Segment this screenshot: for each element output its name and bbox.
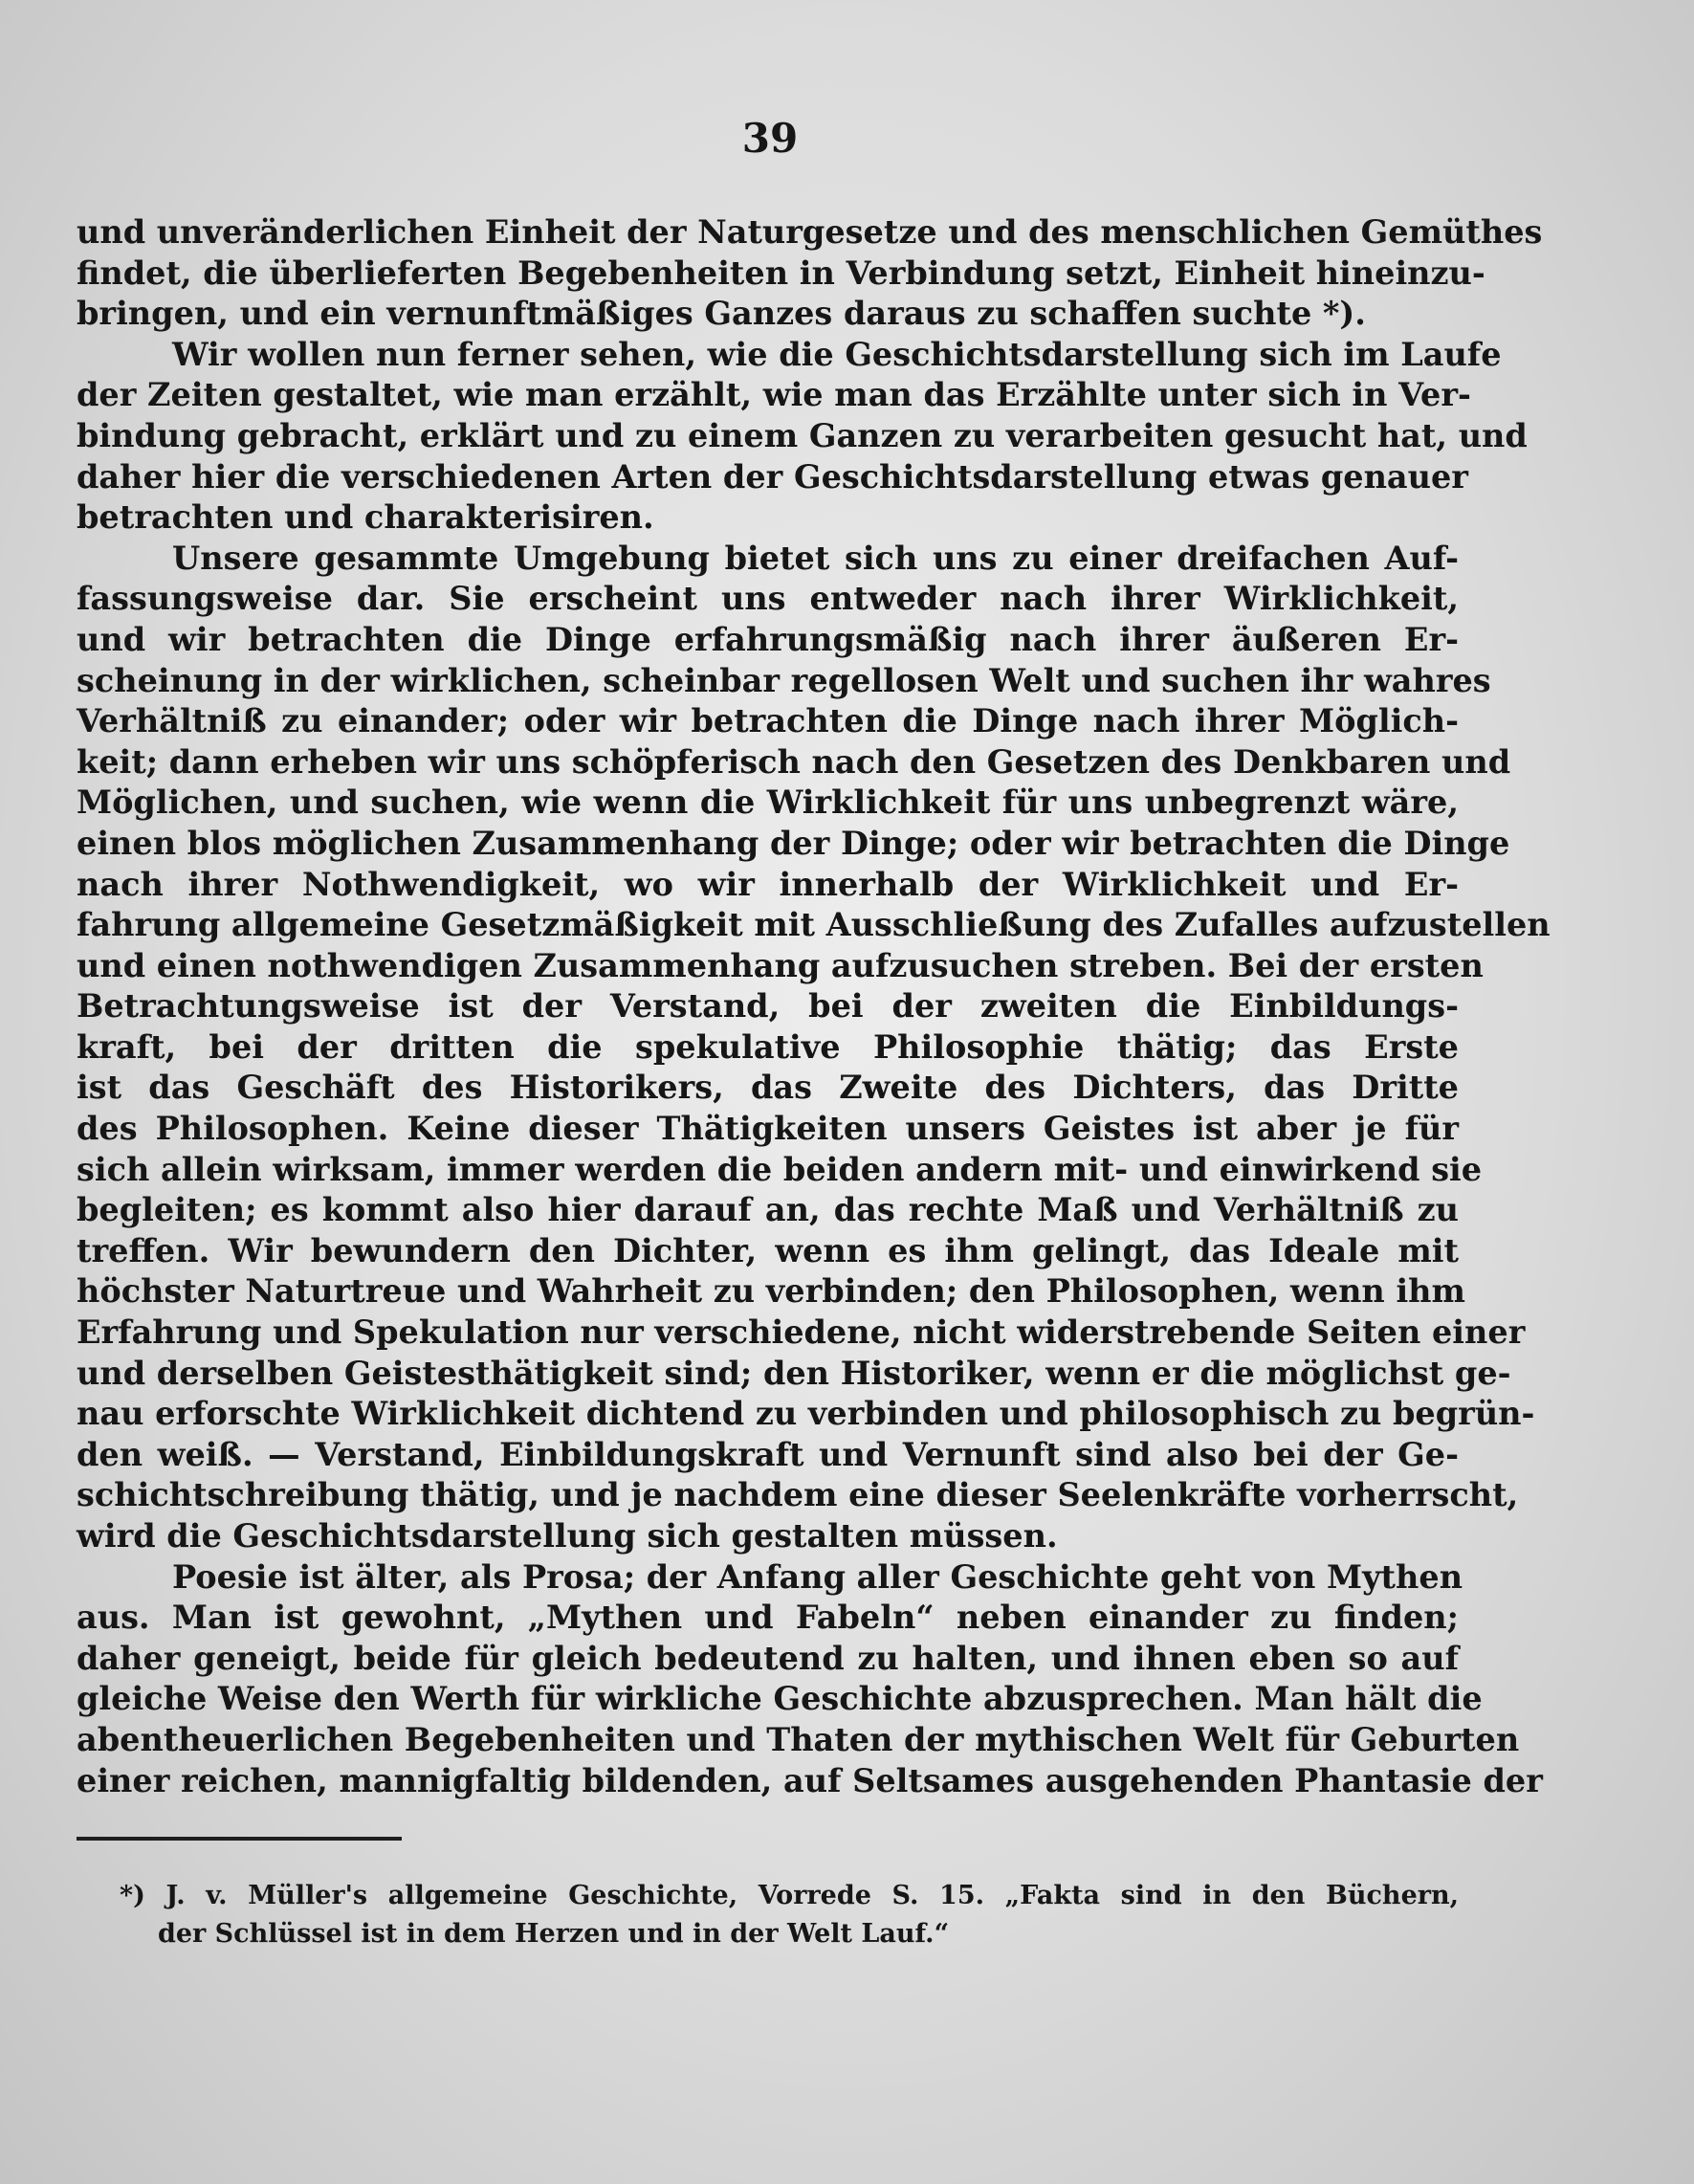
text-line: findet, die überlieferten Begebenheiten in Verbindung setzt, Einheit hineinzu-: [77, 254, 1485, 292]
footnote: [120, 1877, 1459, 1953]
text-line: der Zeiten gestaltet, wie man erzählt, wie man das Erzählte unter sich in Ver-: [77, 376, 1471, 414]
text-line: Wir wollen nun ferner sehen, wie die Geschichtsdarstellung sich im Laufe: [172, 335, 1502, 373]
text-line: bindung gebracht, erklärt und zu einem Ganzen zu verarbeiten gesucht hat, und: [77, 416, 1528, 454]
text-line: daher hier die verschiedenen Arten der Geschichtsdarstellung etwas genauer: [77, 457, 1468, 496]
text-line: des Philosophen. Keine dieser Thätigkeiten unsers Geistes ist aber je für: [77, 1110, 1459, 1148]
text-line: keit; dann erheben wir uns schöpferisch nach den Gesetzen des Denkbaren und: [77, 742, 1511, 781]
text-line: einer reichen, mannigfaltig bildenden, auf Seltsames ausgehenden Phantasie der: [77, 1761, 1543, 1799]
text-line: nau erforschte Wirklichkeit dichtend zu verbinden und philosophisch zu begrün-: [77, 1395, 1535, 1433]
footnote-line: der Schlüssel ist in dem Herzen und in der Welt Lauf.“: [158, 1919, 950, 1949]
text-line: begleiten; es kommt also hier darauf an, das rechte Maß und Verhältniß zu: [77, 1191, 1459, 1229]
text-line: sich allein wirksam, immer werden die beiden andern mit- und einwirkend sie: [77, 1150, 1483, 1188]
text-line: kraft, bei der dritten die spekulative Philosophie thätig; das Erste: [77, 1027, 1459, 1066]
text-line: Poesie ist älter, als Prosa; der Anfang aller Geschichte geht von Mythen: [172, 1557, 1463, 1596]
text-line: einen blos möglichen Zusammenhang der Dinge; oder wir betrachten die Dinge: [77, 824, 1510, 862]
text-line: gleiche Weise den Werth für wirkliche Geschichte abzusprechen. Man hält die: [77, 1680, 1483, 1718]
text-line: betrachten und charakterisiren.: [77, 498, 654, 537]
footnote-divider: [77, 1837, 402, 1841]
text-line: bringen, und ein vernunftmäßiges Ganzes daraus zu schaffen suchte *).: [77, 295, 1366, 333]
text-line: abentheuerlichen Begebenheiten und Thaten der mythischen Welt für Geburten: [77, 1720, 1520, 1758]
text-line: fassungsweise dar. Sie erscheint uns entweder nach ihrer Wirklichkeit,: [77, 580, 1459, 618]
text-line: daher geneigt, beide für gleich bedeutend zu halten, und ihnen eben so auf: [77, 1639, 1459, 1677]
page-number: 39: [741, 115, 799, 162]
text-line: den weiß. — Verstand, Einbildungskraft und Vernunft sind also bei der Ge-: [77, 1435, 1459, 1473]
body-text: [77, 212, 1551, 1801]
text-line: Unsere gesammte Umgebung bietet sich uns zu einer dreifachen Auf-: [172, 539, 1459, 577]
text-line: nach ihrer Nothwendigkeit, wo wir innerhalb der Wirklichkeit und Er-: [77, 865, 1459, 903]
text-line: schichtschreibung thätig, und je nachdem eine dieser Seelenkräfte vorherrscht,: [77, 1476, 1519, 1514]
text-line: und einen nothwendigen Zusammenhang aufzusuchen streben. Bei der ersten: [77, 946, 1484, 984]
text-line: Erfahrung und Spekulation nur verschiedene, nicht widerstrebende Seiten einer: [77, 1313, 1526, 1352]
text-line: wird die Geschichtsdarstellung sich gestalten müssen.: [77, 1517, 1058, 1555]
text-line: Verhältniß zu einander; oder wir betrachten die Dinge nach ihrer Möglich-: [77, 702, 1459, 740]
text-line: und unveränderlichen Einheit der Naturgesetze und des menschlichen Gemüthes: [77, 213, 1543, 251]
text-line: aus. Man ist gewohnt, „Mythen und Fabeln“ neben einander zu finden;: [77, 1599, 1459, 1637]
footnote-line: *) J. v. Müller's allgemeine Geschichte, Vorrede S. 15. „Fakta sind in den Büchern,: [120, 1881, 1459, 1910]
text-line: treffen. Wir bewundern den Dichter, wenn es ihm gelingt, das Ideale mit: [77, 1231, 1459, 1269]
text-line: und derselben Geistesthätigkeit sind; den Historiker, wenn er die möglichst ge-: [77, 1354, 1511, 1392]
text-line: und wir betrachten die Dinge erfahrungsmäßig nach ihrer äußeren Er-: [77, 620, 1459, 658]
text-line: scheinung in der wirklichen, scheinbar regellosen Welt und suchen ihr wahres: [77, 661, 1491, 699]
text-line: Möglichen, und suchen, wie wenn die Wirklichkeit für uns unbegrenzt wäre,: [77, 783, 1459, 822]
text-line: fahrung allgemeine Gesetzmäßigkeit mit Ausschließung des Zufalles aufzustellen: [77, 906, 1551, 944]
text-line: ist das Geschäft des Historikers, das Zweite des Dichters, das Dritte: [77, 1069, 1459, 1107]
text-line: Betrachtungsweise ist der Verstand, bei der zweiten die Einbildungs-: [77, 987, 1459, 1026]
text-line: höchster Naturtreue und Wahrheit zu verbinden; den Philosophen, wenn ihm: [77, 1272, 1465, 1311]
